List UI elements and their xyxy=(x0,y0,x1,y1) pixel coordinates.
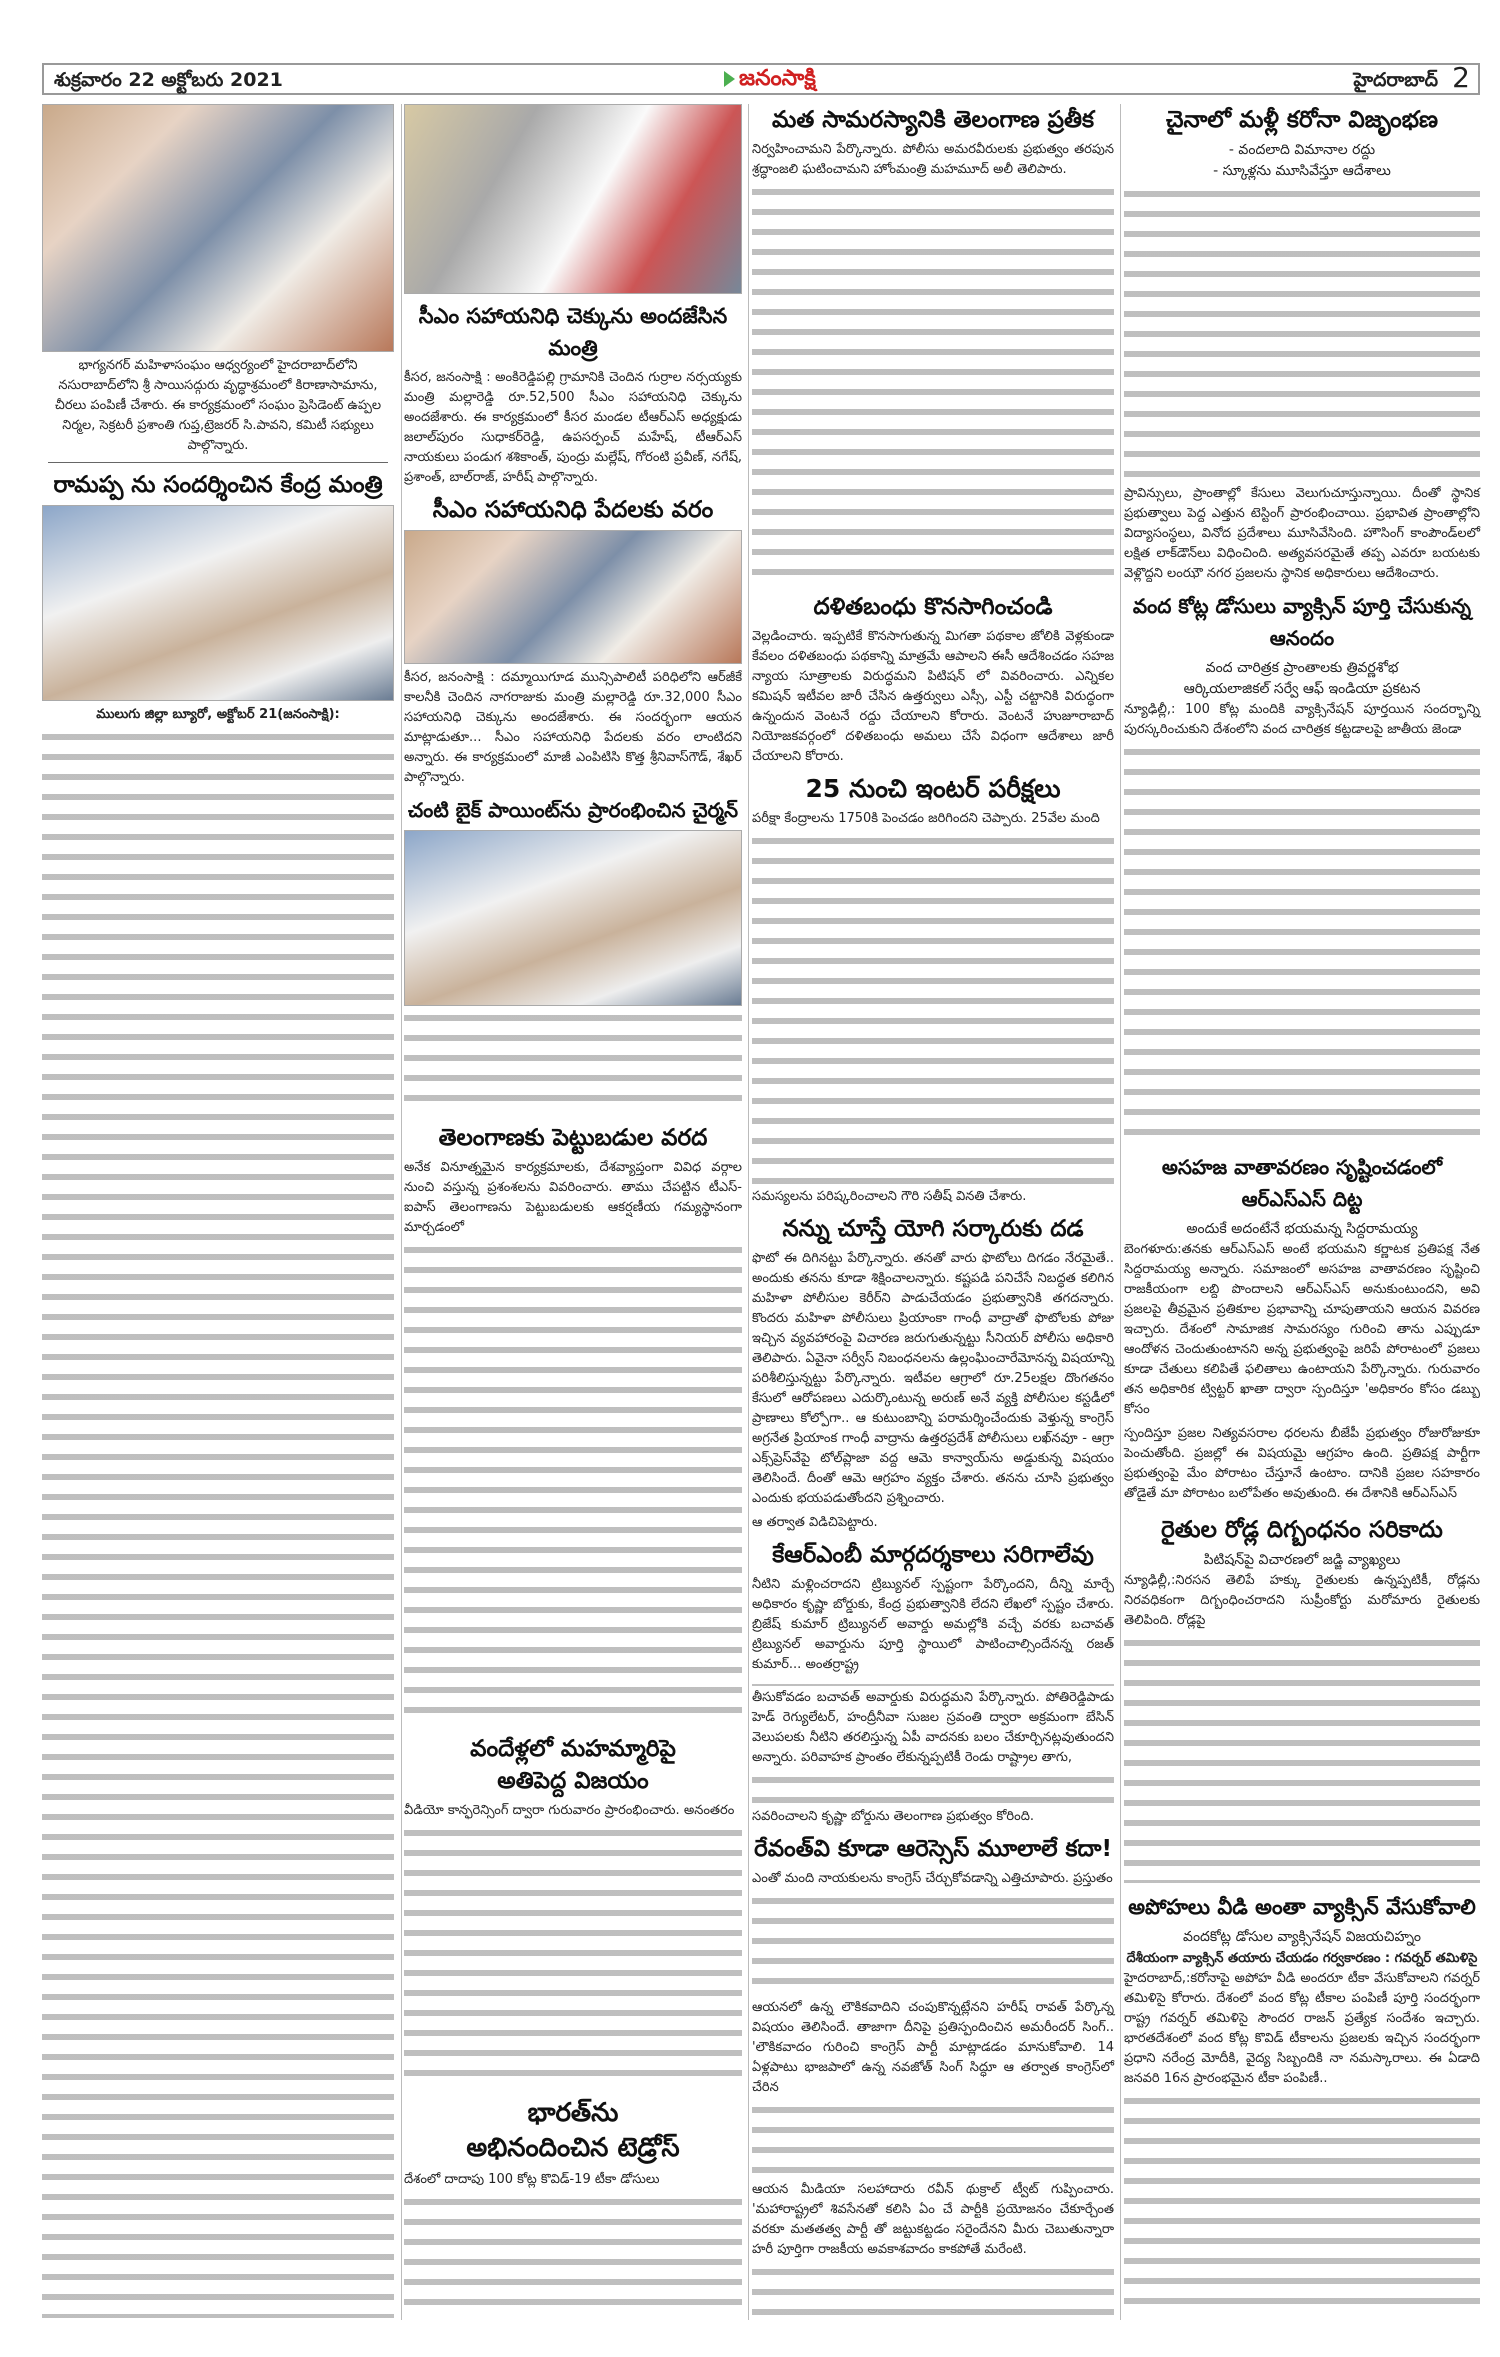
logo-arrow-icon xyxy=(724,71,735,87)
sub-headline: వందకోట్ల డోసుల వ్యాక్సినేషన్ విజయచిహ్నం xyxy=(1183,1928,1421,1945)
article-body-text: తీసుకోవడం బచావత్ అవార్డుకు విరుద్ధమని పేర్కొన్నారు. పోతిరెడ్డిపాడు హెడ్ రెగ్యులేటర్, హంద్రీనీవా సుజల స్రవంతి ద్వారా అక్రమంగా బేసిన్ వెలుపలకు నీటిని తరలిస్తున్న ఏపీ వాదనకు బలం చేకూర్చినట్లవుతుందని అన్నారు. పరివాహక ప్రాంతం లేకున్నప్పటికీ రెండు రాష్ట్రాల తాగు, xyxy=(752,1689,1114,1765)
article-body-text xyxy=(752,1770,1114,1805)
column-divider xyxy=(401,104,402,2320)
headline-ramappa: రామప్ప ను సందర్శించిన కేంద్ర మంత్రి xyxy=(53,472,383,498)
headline-line: అతిపెద్ద విజయం xyxy=(497,1767,649,1794)
sub-headline: - స్కూళ్లను మూసివేస్తూ ఆదేశాలు xyxy=(1213,163,1391,179)
article-body-text xyxy=(752,2100,1114,2177)
headline-line: భారత్‌ను xyxy=(527,2098,619,2129)
article-body-text: బెంగళూరు:తనకు ఆర్ఎస్ఎస్ అంటే భయమని కర్ణాటక ప్రతిపక్ష నేత సిద్దరామయ్య అన్నారు. సమాజంలో అసహజ వాతావరణం సృష్టించి రాజకీయంగా లబ్ది పొందాలని ఆర్ఎస్ఎస్ అనుకుంటుందని, అవి ప్రజలపై తీవ్రమైన ప్రతికూల ప్రభావాన్ని చూపుతాయని ఆయన వివరణ ఇచ్చారు. దేశంలో సామాజిక సామరస్యం గురించి తాను ఎప్పుడూ ఆందోళన చెందుతుంటానని అన్న ప్రభుత్వంపై జరిపే పోరాటంలో ప్రజలు కూడా చేతులు కలిపితే ఫలితాలు ఉంటాయని పేర్కొన్నారు. గురువారం తన అధికారిక ట్విట్టర్ ఖాతా ద్వారా స్పందిస్తూ 'అధికారం కోసం డబ్బు కోసం xyxy=(1124,1241,1480,1417)
headline-yogi-government: నన్ను చూస్తే యోగి సర్కారుకు దడ xyxy=(782,1215,1084,1242)
article-body-text: న్యూఢిల్లీ,:నిరసన తెలిపే హక్కు రైతులకు ఉన్నప్పటికీ, రోడ్లను నిరవధికంగా దిగ్బంధించరాదని సుప్రీంకోర్టు మరోమారు రైతులకు తెలిపింది. రోడ్లపై xyxy=(1124,1572,1480,1628)
article-body-text: నీటిని మళ్లించరాదని ట్రిబ్యునల్ స్పష్టంగా పేర్కొందని, దీన్ని మార్చే అధికారం కృష్ణా బోర్డుకు, కేంద్ర ప్రభుత్వానికి లేదని లేఖలో స్పష్టం చేశారు. బ్రిజేష్ కుమార్ ట్రిబ్యునల్ అవార్డు అమల్లోకి వచ్చే వరకు బచావత్ ట్రిబ్యునల్ అవార్డును పూర్తి స్థాయిలో పాటించాల్సిందేనన్న రజత్ కుమార్... అంతర్రాష్ట్ర xyxy=(752,1576,1114,1672)
headline-line: అభినందించిన టెడ్రోస్ xyxy=(466,2133,680,2164)
article-100-crore-doses xyxy=(1124,700,1480,1145)
headline-tedros xyxy=(404,2096,742,2166)
article-body-text: ఆయన మీడియా సలహాదారు రవీన్ థుక్రాల్ ట్వీట్ గుప్పించారు. 'మహారాష్ట్రలో శివసేనతో కలిసి ఏం చే పార్టీకి ప్రయోజనం చేకూర్చేంత వరకూ మతతత్వ పార్టీ తో జట్టుకట్టడం సరైందేనని మీరు చెబుతున్నారా హరీ పూర్తిగా రాజకీయ అవకాశవాదం కాకపోతే మరేంటి. xyxy=(752,2181,1114,2257)
headline-line: వందేళ్లలో మహమ్మారిపై xyxy=(470,1735,676,1762)
article-body-text xyxy=(1124,742,1480,1143)
article-body-text: హైదరాబాద్,:కరోనాపై అపోహ వీడి అందరూ టీకా వేసుకోవాలని గవర్నర్ తమిళిసై కోరారు. దేశంలో వంద కోట్ల టీకాల పంపిణీ పూర్తి సందర్భంగా రాష్ట్ర గవర్నర్ తమిళిసై సౌందర రాజన్ ప్రత్యేక సందేశం ఇచ్చారు. భారతదేశంలో వంద కోట్ల కొవిడ్ టీకాలను ప్రజలకు ఇచ్చిన సందర్భంగా ప్రధాని నరేంద్ర మోదీకి, వైద్య సిబ్బందికి నా నమస్కారాలు. ఈ ఏడాది జనవరి 16న ప్రారంభమైన టీకా పంపిణీ.. xyxy=(1124,1970,1480,2086)
photo-mahila-sangham xyxy=(42,104,394,352)
headline-cm-relief-boon: సీఎం సహాయనిధి పేదలకు వరం xyxy=(432,497,714,523)
article-body-text xyxy=(752,1891,1114,1997)
headline-telangana-investments: తెలంగాణకు పెట్టుబడుల వరద xyxy=(438,1124,708,1151)
article-pandemic-victory xyxy=(404,1801,742,2090)
headline-krmb-guidelines: కేఆర్ఎంబీ మార్గదర్శకాలు సరిగాలేవు xyxy=(772,1541,1094,1568)
column-divider xyxy=(1120,104,1121,2320)
sub-headlines xyxy=(1124,140,1480,182)
article-body-text xyxy=(404,1008,742,1114)
article-body-text xyxy=(404,1823,742,2088)
headline-farmers-road-blockade: రైతుల రోడ్ల దిగ్బంధనం సరికాదు xyxy=(1161,1516,1443,1543)
column-3 xyxy=(752,104,1114,2320)
headline-pandemic-victory xyxy=(404,1733,742,1797)
headline-religious-harmony: మత సామరస్యానికి తెలంగాణ ప్రతీక xyxy=(771,107,1094,133)
sub-headline: పిటిషన్‌పై విచారణలో జడ్జి వ్యాఖ్యలు xyxy=(1203,1551,1401,1568)
sub-headline: ఆర్కియలాజికల్ సర్వే ఆఫ్ ఇండియా ప్రకటన xyxy=(1183,680,1421,697)
article-body-text: స్పందిస్తూ ప్రజల నిత్యవసరాల ధరలను బీజేపీ ప్రభుత్వం రోజురోజుకూ పెంచుతోంది. ప్రజల్లో ఈ విషయమై ఆగ్రహం ఉంది. ప్రతిపక్ష పార్టీగా ప్రభుత్వంపై మేం పోరాటం చేస్తూనే ఉంటాం. దానికి ప్రజల సహకారం తోడైతే మా పోరాటం బలోపేతం అవుతుంది. ఈ దేశానికి ఆర్ఎస్ఎస్ xyxy=(1124,1425,1480,1501)
photo-cm-relief xyxy=(404,530,742,664)
article-ramappa xyxy=(42,705,394,2320)
sub-headline: దేశీయంగా వ్యాక్సిన్ తయారు చేయడం గర్వకారణం : గవర్నర్ తమిళిసై xyxy=(1126,1950,1478,1966)
article-telangana-investments xyxy=(404,1158,742,1727)
article-body-text: సవరించాలని కృష్ణా బోర్డును తెలంగాణ ప్రభుత్వం కోరింది. xyxy=(752,1808,1035,1824)
page-header xyxy=(42,63,1480,95)
article-body-text: నిర్వహించామని పేర్కొన్నారు. పోలీసు అమరవీరులకు ప్రభుత్వం తరపున శ్రద్ధాంజలి ఘటించామని హోంమంత్రి మహమూద్ అలీ తెలిపారు. xyxy=(752,142,1114,177)
sub-headline: - వందలాది విమానాల రద్దు xyxy=(1228,142,1376,158)
column-divider xyxy=(748,104,749,2320)
article-body-text: ఆయనలో ఉన్న లౌకికవాదిని చంపుకొన్నట్లేనని హరీష్ రావత్ పేర్కొన్న విషయం తెలిసిందే. తాజాగా దీనిపై ప్రతిస్పందించిన అమరీందర్ సింగ్.. 'లౌకికవాదం గురించి కాంగ్రెస్ పార్టీ మాట్లాడడం మానుకోవాలి. 14 ఏళ్లపాటు భాజపాలో ఉన్న నవజోత్ సింగ్ సిద్ధూ ఆ తర్వాత కాంగ్రెస్‌లో చేరిన xyxy=(752,2000,1114,2096)
headline-revanth-rss: రేవంత్‌వి కూడా ఆరెస్సెస్ మూలాలే కదా! xyxy=(754,1835,1112,1862)
article-body-text xyxy=(1124,184,1480,482)
article-body-text: అనేక వినూత్నమైన కార్యక్రమాలకు, దేశవ్యాప్తంగా వివిధ వర్గాల నుంచి వస్తున్న ప్రశంశలను వివరించారు. తాము చేపట్టిన టీఎస్-ఐపాస్ తెలంగాణను పెట్టుబడులకు ఆకర్షణీయ గమ్యస్థానంగా మార్చడంలో xyxy=(404,1159,742,1235)
article-body-text: ఎంతో మంది నాయకులను కాంగ్రెస్ చేర్చుకోవడాన్ని ఎత్తిచూపారు. ప్రస్తుతం xyxy=(752,1870,1113,1886)
logo-text: జనంసాక్షి xyxy=(739,66,816,91)
article-cm-relief-boon: కీసర, జనంసాక్షి : దమ్మాయిగూడ మున్సిపాలిటీ పరిధిలోని ఆర్‌జీకే కాలనీకి చెందిన నాగరాజుకు మంత్రి మల్లారెడ్డి రూ.32,000 సీఎం సహాయనిధి చెక్కును అందజేశారు. ఈ సందర్భంగా ఆయన మాట్లాడుతూ... సీఎం సహాయనిధి పేదలకు వరం లాంటిదని అన్నారు. ఈ కార్యక్రమంలో మాజీ ఎంపిటిసి కొత్త శ్రీనివాస్‌గౌడ్, శేఖర్ పాల్గొన్నారు. xyxy=(404,670,742,785)
divider xyxy=(48,462,388,463)
article-body-text xyxy=(42,727,394,2318)
article-tedros xyxy=(404,2170,742,2320)
photo-ramappa-temple xyxy=(42,505,394,701)
dateline: ములుగు జిల్లా బ్యూరో, అక్టోబర్ 21(జనంసాక్షి): xyxy=(96,707,340,722)
article-dalitbandhu: వెల్లడించారు. ఇప్పటికే కొనసాగుతున్న మిగతా పథకాల జోలికి వెళ్లకుండా కేవలం దళితబంధు పథకాన్ని మాత్రమే ఆపాలని ఈసీ ఆదేశించడం సహజ న్యాయ సూత్రాలకు విరుద్ధమని పిటిషన్ లో వివరించారు. ఎన్నికల కమిషన్ ఇటీవల జారీ చేసిన ఉత్తర్వులు ఎస్సీ, ఎస్టీ చట్టానికి విరుద్ధంగా ఉన్నందున వెంటనే రద్దు చేయాలని కోరారు. వెంటనే హుజూరాబాద్ నియోజకవర్గంలో దళితబంధు అమలు చేసే విధంగా ఆదేశాలు జారీ చేయాలని కోరారు. xyxy=(752,628,1114,764)
sub-headline: అందుకే అదంటేనే భయమన్న సిద్దరామయ్య xyxy=(1186,1220,1418,1237)
article-bike-point xyxy=(404,1006,742,1116)
article-body-text: ఫొటో ఈ దిగినట్టు పేర్కొన్నారు. తనతో వారు ఫొటోలు దిగడం నేరమైతే.. అందుకు తనను కూడా శిక్షించాలన్నారు. కష్టపడి పనిచేసే నిబద్ధత కలిగిన మహిళా పోలీసుల కెరీర్‌ని పాడుచేయడం ప్రభుత్వానికి తగదన్నారు. కొందరు మహిళా పోలీసులు ప్రియాంకా గాంధీ వాద్రాతో ఫొటోలకు పోజు ఇచ్చిన వ్యవహారంపై విచారణ జరుగుతున్నట్టు సీనియర్ పోలీసు అధికారి తెలిపారు. ఏవైనా సర్వీస్ నిబంధనలను ఉల్లంఘించారేమోనన్న విషయాన్ని పరిశీలిస్తున్నట్టు పేర్కొన్నారు. ఇటీవల ఆగ్రాలో రూ.25లక్షల దొంగతనం కేసులో ఆరోపణలు ఎదుర్కొంటున్న అరుణ్ అనే వ్యక్తి పోలీసుల కస్టడీలో ప్రాణాలు కోల్పోగా.. ఆ కుటుంబాన్ని పరామర్శించేందుకు వెళ్తున్న కాంగ్రెస్ అగ్రనేత ప్రియాంక గాంధీ వాద్రాను ఉత్తరప్రదేశ్ పోలీసులు లఖ్‌నవూ - ఆగ్రా ఎక్స్‌ప్రెస్‌వేపై టోల్‌ప్లాజా వద్ద ఆమె కాన్వాయ్‌ను అడ్డుకున్న విషయం తెలిసిందే. దీంతో ఆమె ఆగ్రహం వ్యక్తం చేశారు. తనను చూసి ప్రభుత్వం ఎందుకు భయపడుతోందని ప్రశ్నించారు. xyxy=(752,1250,1114,1506)
edition-city: హైదరాబాద్ xyxy=(1353,69,1438,91)
article-religious-harmony xyxy=(752,140,1114,585)
article-krmb-guidelines xyxy=(752,1575,1114,1827)
article-body-text xyxy=(404,1240,742,1725)
sub-headlines xyxy=(1124,658,1480,700)
column-4 xyxy=(1124,104,1480,2320)
article-rss-atmosphere xyxy=(1124,1240,1480,1508)
headline-vaccine-myths: అపోహలు వీడి అంతా వ్యాక్సిన్ వేసుకోవాలి xyxy=(1128,1894,1476,1919)
article-body-text xyxy=(1124,2091,1480,2318)
article-body-text xyxy=(404,2192,742,2318)
article-vaccine-myths xyxy=(1124,1969,1480,2320)
column-1 xyxy=(42,104,394,2320)
article-body-text: దేశంలో దాదాపు 100 కోట్ల కొవిడ్-19 టీకా డోసులు xyxy=(404,2172,660,2188)
article-body-text xyxy=(752,2262,1114,2318)
article-farmers-road-blockade xyxy=(1124,1571,1480,1885)
article-cm-relief-cheque: కీసర, జనంసాక్షి : అంకిరెడ్డిపల్లి గ్రామానికి చెందిన గుర్రాల నర్సయ్యకు మంత్రి మల్లారెడ్డి రూ.52,500 సీఎం సహాయనిధి చెక్కును అందజేశారు. ఈ కార్యక్రమంలో కీసర మండల టీఆర్ఎస్ అధ్యక్షుడు జలాల్‌పురం సుధాకర్‌రెడ్డి, ఉపసర్పంచ్ మహేష్, టీఆర్ఎస్ నాయకులు పండుగ శశికాంత్, పుంద్రు మల్లేష్, గోరంటి ప్రవీణ్, నగేష్, ప్రశాంత్, బాల్‌రాజ్, హరీష్ పాల్గొన్నారు. xyxy=(404,370,742,485)
article-body-text xyxy=(1124,1633,1480,1883)
headline-rss-atmosphere: అసహజ వాతావరణం సృష్టించడంలో ఆర్ఎస్ఎస్ దిట్ట xyxy=(1161,1154,1443,1211)
article-yogi-government xyxy=(752,1249,1114,1533)
headline-cm-relief-cheque: సీఎం సహాయనిధి చెక్కును అందజేసిన మంత్రి xyxy=(418,304,728,360)
article-body-text: ఆ తర్వాత విడిచిపెట్టారు. xyxy=(752,1514,878,1530)
headline-inter-exams: 25 నుంచి ఇంటర్ పరీక్షలు xyxy=(805,773,1061,803)
headline-100-crore-doses: వంద కోట్ల డోసులు వ్యాక్సిన్ పూర్తి చేసుకున్న ఆనందం xyxy=(1132,593,1472,650)
page-number: 2 xyxy=(1452,61,1470,94)
article-body-text: వీడియో కాన్ఫరెన్సింగ్ ద్వారా గురువారం ప్రారంభించారు. అనంతరం xyxy=(404,1802,735,1818)
headline-bike-point: చంటి బైక్ పాయింట్‌ను ప్రారంభించిన చైర్మన్ xyxy=(407,798,739,822)
photo-bike-point xyxy=(404,830,742,1006)
article-revanth-rss xyxy=(752,1869,1114,2320)
article-body-text xyxy=(752,831,1114,1185)
article-body-text xyxy=(752,1677,1114,1686)
article-body-text: ప్రావిన్సులు, ప్రాంతాల్లో కేసులు వెలుగుచూస్తున్నాయి. దీంతో స్థానిక ప్రభుత్వాలు పెద్ద ఎత్తున టెస్టింగ్ ప్రారంభించాయి. ప్రభావిత ప్రాంతాల్లోని విద్యాసంస్థలు, వినోద ప్రదేశాలు మూసివేసింది. హౌసింగ్ కాంపౌండ్‌లలో లక్షిత లాక్‌డౌన్‌లు విధించింది. అత్యవసరమైతే తప్ప ఎవరూ బయటకు వెళ్లొద్దని లంఝౌ నగర ప్రజలను స్థానిక అధికారులు ఆదేశించారు. xyxy=(1124,485,1480,581)
column-2 xyxy=(404,104,742,2320)
photo-caption: భాగ్యనగర్ మహిళాసంఘం ఆధ్వర్యంలో హైదరాబాద్‌లోని నసురాబాద్‌లోని శ్రీ సాయిసద్గురు వృద్ధాశ్రమంలో కిరాణాసామాను, చీరలు పంపిణీ చేశారు. ఈ కార్యక్రమంలో సంఘం ప్రెసిడెంట్ ఉప్పల నిర్మల, సెక్రటరీ ప్రశాంతి గుప్త,ట్రెజరర్ సి.పావని, కమిటీ సభ్యులు పాల్గొన్నారు. xyxy=(54,358,382,453)
article-body-text: పరీక్షా కేంద్రాలను 1750కి పెంచడం జరిగిందని చెప్పారు. 25వేల మంది xyxy=(752,810,1100,826)
photo-cheque-handover xyxy=(404,104,742,294)
article-china-corona xyxy=(1124,182,1480,584)
article-body-text: సమస్యలను పరిష్కరించాలని గౌరి సతీష్ వినతి చేశారు. xyxy=(752,1188,1027,1204)
article-inter-exams xyxy=(752,809,1114,1207)
headline-dalitbandhu: దళితబంధు కొనసాగించండి xyxy=(813,593,1053,620)
article-body-text xyxy=(752,182,1114,583)
sub-headline: వంద చారిత్రక ప్రాంతాలకు త్రివర్ణశోభ xyxy=(1205,659,1399,676)
issue-date: శుక్రవారం 22 అక్టోబరు 2021 xyxy=(54,69,283,91)
headline-china-corona: చైనాలో మళ్లీ కరోనా విజృంభణ xyxy=(1166,107,1438,133)
newspaper-logo xyxy=(724,66,816,92)
article-body-text: న్యూఢిల్లీ,: 100 కోట్ల మందికి వ్యాక్సినేషన్ పూర్తయిన సందర్భాన్ని పురస్కరించుకుని దేశంలోని వంద చారిత్రక కట్టడాలపై జాతీయ జెండా xyxy=(1124,701,1480,737)
